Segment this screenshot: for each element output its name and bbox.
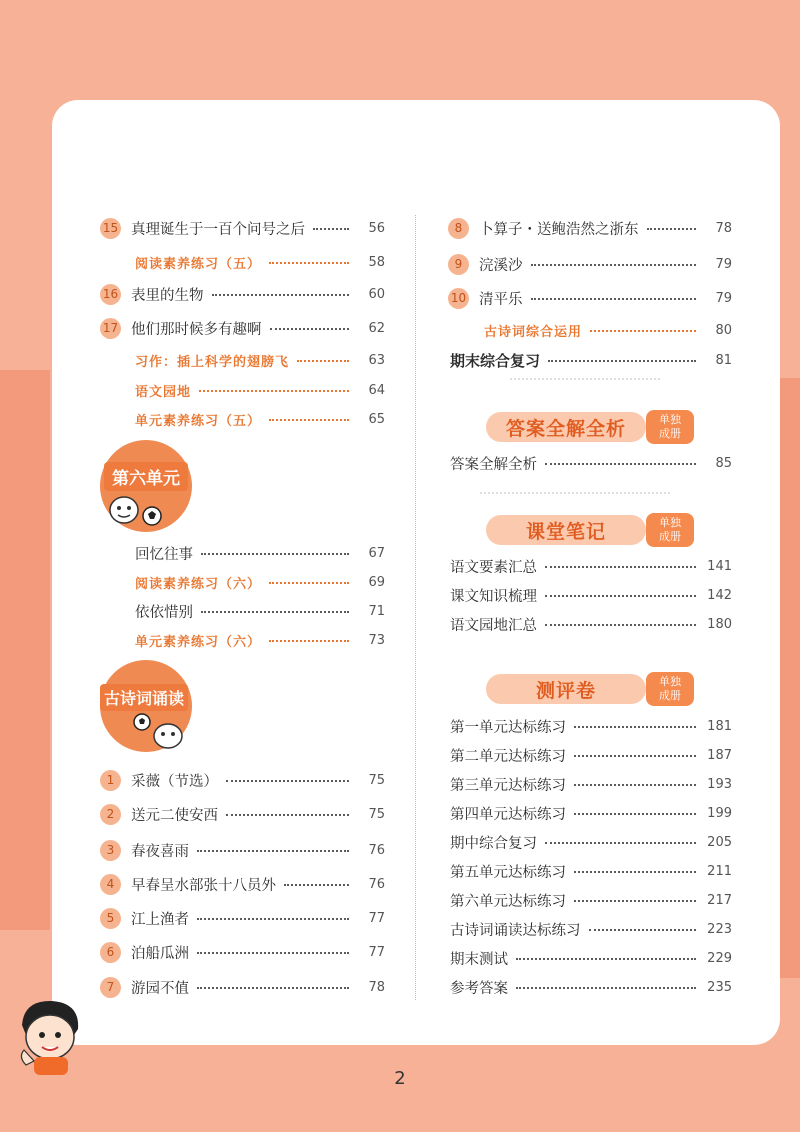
entry-title: 第五单元达标练习	[450, 864, 566, 881]
section-heading: 答案全解全析	[486, 412, 646, 442]
toc-row[interactable]	[100, 315, 385, 341]
entry-title: 第六单元达标练习	[450, 893, 566, 910]
poem-number: 3	[100, 840, 121, 861]
entry-title: 参考答案	[450, 980, 508, 997]
entry-title: 表里的生物	[131, 287, 204, 304]
toc-row[interactable]	[135, 347, 385, 373]
entry-page: 78	[368, 979, 385, 995]
entry-page: 79	[715, 290, 732, 306]
entry-title: 第一单元达标练习	[450, 719, 566, 736]
toc-row[interactable]	[135, 627, 385, 653]
toc-row[interactable]	[100, 215, 385, 241]
entry-title: 清平乐	[479, 291, 523, 308]
toc-row[interactable]	[135, 249, 385, 275]
toc-row[interactable]	[450, 858, 732, 884]
entry-title: 期末测试	[450, 951, 508, 968]
entry-page: 199	[707, 805, 732, 821]
entry-page: 78	[715, 220, 732, 236]
entry-title: 期末综合复习	[450, 351, 541, 370]
entry-title: 卜算子・送鲍浩然之浙东	[479, 221, 639, 238]
poem-number: 7	[100, 977, 121, 998]
entry-page: 71	[368, 603, 385, 619]
toc-row[interactable]	[450, 771, 732, 797]
toc-row[interactable]	[450, 916, 732, 942]
entry-page: 73	[368, 632, 385, 648]
entry-title: 回忆往事	[135, 546, 193, 563]
toc-row[interactable]	[100, 801, 385, 827]
unit-label: 古诗词诵读	[100, 684, 188, 711]
toc-row[interactable]	[135, 406, 385, 432]
toc-row[interactable]	[135, 598, 385, 624]
entry-page: 77	[368, 910, 385, 926]
entry-title: 游园不值	[131, 980, 189, 997]
entry-title: 浣溪沙	[479, 257, 523, 274]
entry-title: 课文知识梳理	[450, 588, 537, 605]
entry-title: 语文园地汇总	[450, 617, 537, 634]
section-heading: 测评卷	[486, 674, 646, 704]
entry-page: 223	[707, 921, 732, 937]
entry-title: 真理诞生于一百个问号之后	[131, 221, 305, 238]
entry-page: 211	[707, 863, 732, 879]
toc-row[interactable]	[450, 829, 732, 855]
entry-title: 第二单元达标练习	[450, 748, 566, 765]
entry-page: 141	[707, 558, 732, 574]
entry-title: 答案全解全析	[450, 456, 537, 473]
poem-number: 2	[100, 804, 121, 825]
toc-row[interactable]	[100, 281, 385, 307]
mascot-soccer-icon	[130, 712, 190, 752]
poem-number: 9	[448, 254, 469, 275]
lesson-number: 17	[100, 318, 121, 339]
toc-row[interactable]	[484, 317, 732, 343]
poem-number: 6	[100, 942, 121, 963]
entry-page: 75	[368, 772, 385, 788]
page-number: 2	[394, 1068, 406, 1089]
separate-volume-tag: 单独 成册	[646, 410, 694, 444]
entry-page: 76	[368, 876, 385, 892]
mascot-soccer-icon	[106, 490, 166, 530]
entry-page: 229	[707, 950, 732, 966]
entry-title: 单元素养练习（六）	[135, 634, 262, 650]
entry-page: 187	[707, 747, 732, 763]
section-heading: 课堂笔记	[486, 515, 646, 545]
entry-page: 77	[368, 944, 385, 960]
entry-page: 79	[715, 256, 732, 272]
toc-row[interactable]	[450, 945, 732, 971]
entry-page: 67	[368, 545, 385, 561]
toc-row[interactable]	[450, 347, 732, 373]
toc-row[interactable]	[450, 974, 732, 1000]
unit-label: 第六单元	[104, 462, 188, 491]
entry-page: 180	[707, 616, 732, 632]
entry-page: 60	[368, 286, 385, 302]
entry-title: 古诗词诵读达标练习	[450, 922, 581, 939]
entry-page: 193	[707, 776, 732, 792]
entry-page: 76	[368, 842, 385, 858]
toc-row[interactable]	[135, 569, 385, 595]
entry-title: 泊船瓜洲	[131, 945, 189, 962]
entry-title: 语文要素汇总	[450, 559, 537, 576]
toc-row[interactable]	[450, 742, 732, 768]
toc-row[interactable]	[450, 611, 732, 637]
entry-page: 235	[707, 979, 732, 995]
left-decor-strip	[0, 370, 50, 930]
toc-row[interactable]	[100, 939, 385, 965]
entry-page: 142	[707, 587, 732, 603]
entry-page: 65	[368, 411, 385, 427]
entry-title: 期中综合复习	[450, 835, 537, 852]
entry-title: 单元素养练习（五）	[135, 413, 262, 429]
entry-title: 语文园地	[135, 384, 192, 400]
toc-row[interactable]	[100, 837, 385, 863]
lesson-number: 16	[100, 284, 121, 305]
boy-mascot-icon	[12, 995, 87, 1075]
toc-row[interactable]	[100, 767, 385, 793]
toc-row[interactable]	[100, 905, 385, 931]
entry-title: 早春呈水部张十八员外	[131, 877, 276, 894]
toc-row[interactable]	[450, 553, 732, 579]
entry-title: 江上渔者	[131, 911, 189, 928]
entry-title: 采薇（节选）	[131, 773, 218, 790]
entry-title: 古诗词综合运用	[484, 324, 583, 340]
entry-title: 依依惜别	[135, 604, 193, 621]
toc-row[interactable]	[450, 450, 732, 476]
entry-page: 62	[368, 320, 385, 336]
poem-number: 5	[100, 908, 121, 929]
entry-page: 181	[707, 718, 732, 734]
toc-row[interactable]	[448, 251, 732, 277]
entry-page: 58	[368, 254, 385, 270]
poem-number: 1	[100, 770, 121, 791]
entry-page: 75	[368, 806, 385, 822]
entry-page: 205	[707, 834, 732, 850]
toc-row[interactable]	[450, 713, 732, 739]
poem-number: 4	[100, 874, 121, 895]
entry-title: 第三单元达标练习	[450, 777, 566, 794]
lesson-number: 15	[100, 218, 121, 239]
entry-page: 56	[368, 220, 385, 236]
entry-title: 他们那时候多有趣啊	[131, 321, 262, 338]
separate-volume-tag: 单独 成册	[646, 513, 694, 547]
entry-title: 第四单元达标练习	[450, 806, 566, 823]
toc-row[interactable]	[450, 582, 732, 608]
entry-title: 春夜喜雨	[131, 843, 189, 860]
entry-page: 85	[715, 455, 732, 471]
entry-page: 64	[368, 382, 385, 398]
toc-row[interactable]	[450, 887, 732, 913]
toc-row[interactable]	[135, 377, 385, 403]
separate-volume-tag: 单独 成册	[646, 672, 694, 706]
entry-page: 81	[715, 352, 732, 368]
entry-title: 阅读素养练习（五）	[135, 256, 262, 272]
toc-row[interactable]	[135, 540, 385, 566]
toc-row[interactable]	[448, 215, 732, 241]
entry-page: 217	[707, 892, 732, 908]
toc-row[interactable]	[448, 285, 732, 311]
poem-number: 10	[448, 288, 469, 309]
toc-row[interactable]	[100, 974, 385, 1000]
toc-row[interactable]	[450, 800, 732, 826]
entry-page: 69	[368, 574, 385, 590]
column-divider	[415, 215, 416, 1000]
entry-page: 80	[715, 322, 732, 338]
toc-row[interactable]	[100, 871, 385, 897]
poem-number: 8	[448, 218, 469, 239]
entry-title: 送元二使安西	[131, 807, 218, 824]
entry-title: 阅读素养练习（六）	[135, 576, 262, 592]
entry-page: 63	[368, 352, 385, 368]
entry-title: 习作：插上科学的翅膀飞	[135, 354, 290, 370]
